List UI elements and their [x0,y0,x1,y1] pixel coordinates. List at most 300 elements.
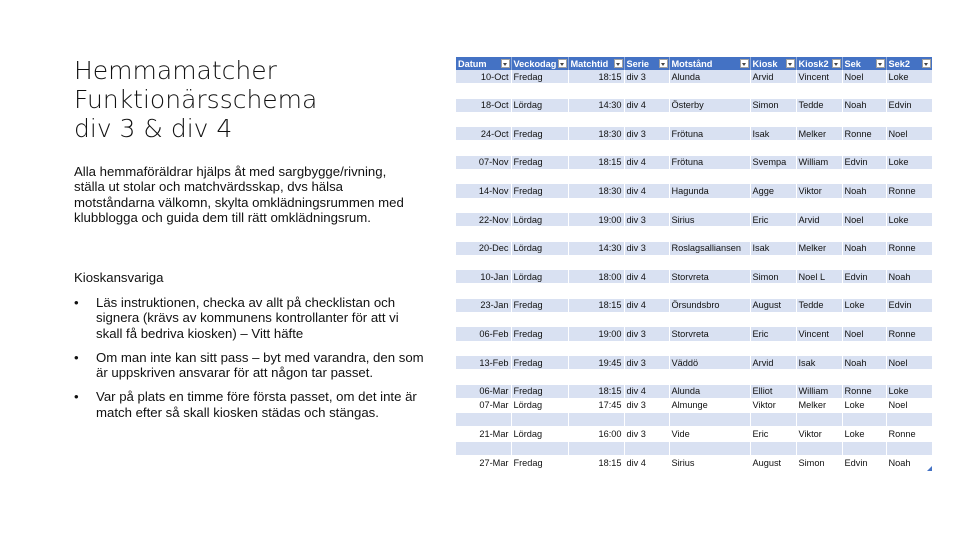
table-row [456,141,932,155]
table-cell[interactable] [750,227,796,241]
title-line: Hemmamatcher [74,56,277,85]
table-cell[interactable]: 18:15 [568,70,624,84]
table-cell[interactable] [796,441,842,455]
table-cell[interactable] [750,198,796,212]
table-cell[interactable]: 06-Mar [456,384,511,398]
table-cell[interactable] [456,170,511,184]
table-cell[interactable] [750,84,796,98]
table-cell[interactable]: 07-Nov [456,155,511,169]
table-cell[interactable] [750,170,796,184]
filter-dropdown-icon[interactable] [558,59,567,68]
table-cell[interactable]: Edvin [842,456,886,470]
table-cell[interactable]: Örsundsbro [669,298,750,312]
table-cell[interactable]: Alunda [669,70,750,84]
table-cell[interactable]: 14:30 [568,98,624,112]
table-cell[interactable]: Österby [669,98,750,112]
table-cell[interactable]: Fredag [511,355,568,369]
table-cell[interactable] [568,441,624,455]
column-header-label: Kiosk2 [798,58,829,69]
table-cell[interactable] [669,313,750,327]
table-cell[interactable]: Tedde [796,98,842,112]
table-cell[interactable]: Arvid [750,70,796,84]
table-cell[interactable]: Alunda [669,384,750,398]
table-cell[interactable]: Lördag [511,270,568,284]
table-cell[interactable] [750,141,796,155]
table-cell[interactable]: div 4 [624,456,669,470]
table-row [456,84,932,98]
table-cell[interactable] [796,313,842,327]
table-cell[interactable]: Isak [750,127,796,141]
table-cell[interactable]: Eric [750,327,796,341]
table-cell[interactable] [669,255,750,269]
table-cell[interactable] [796,112,842,126]
table-cell[interactable]: Väddö [669,355,750,369]
table-cell[interactable] [796,341,842,355]
table-cell[interactable] [886,313,932,327]
table-row [456,327,932,341]
table-cell[interactable]: Fredag [511,298,568,312]
table-cell[interactable]: Ronne [886,241,932,255]
table-cell[interactable] [796,370,842,384]
table-cell[interactable]: 18:30 [568,127,624,141]
table-row [456,70,932,84]
table-cell[interactable]: Lördag [511,398,568,412]
bullet-icon: • [74,389,79,405]
table-cell[interactable] [796,227,842,241]
table-cell[interactable]: div 4 [624,184,669,198]
table-cell[interactable]: Lördag [511,427,568,441]
table-cell[interactable] [669,112,750,126]
table-cell[interactable]: Frötuna [669,127,750,141]
table-cell[interactable] [624,284,669,298]
table-cell[interactable]: Loke [886,384,932,398]
table-cell[interactable] [886,284,932,298]
table-cell[interactable] [568,284,624,298]
table-cell[interactable]: Eric [750,427,796,441]
table-cell[interactable]: div 3 [624,427,669,441]
table-cell[interactable] [511,441,568,455]
table-cell[interactable]: Fredag [511,456,568,470]
table-cell[interactable]: 06-Feb [456,327,511,341]
table-cell[interactable] [886,413,932,427]
table-cell[interactable] [886,112,932,126]
table-cell[interactable] [886,170,932,184]
table-cell[interactable] [796,413,842,427]
table-cell[interactable] [886,227,932,241]
table-cell[interactable]: 18:00 [568,270,624,284]
table-row [456,284,932,298]
table-cell[interactable] [456,84,511,98]
table-cell[interactable] [568,255,624,269]
table-cell[interactable] [568,170,624,184]
bullet-icon: • [74,349,79,365]
table-cell[interactable]: Loke [842,427,886,441]
table-cell[interactable] [568,370,624,384]
table-cell[interactable] [511,198,568,212]
table-cell[interactable] [842,141,886,155]
table-cell[interactable] [842,112,886,126]
table-resize-handle[interactable] [927,466,932,471]
table-cell[interactable] [456,341,511,355]
table-cell[interactable] [624,227,669,241]
table-cell[interactable] [669,370,750,384]
table-cell[interactable]: William [796,384,842,398]
table-cell[interactable] [456,227,511,241]
table-cell[interactable]: 13-Feb [456,355,511,369]
table-cell[interactable]: Storvreta [669,270,750,284]
table-cell[interactable] [842,198,886,212]
table-cell[interactable] [568,227,624,241]
schedule-table [456,57,932,470]
table-cell[interactable]: 17:45 [568,398,624,412]
table-cell[interactable] [886,141,932,155]
table-cell[interactable]: Noel [886,398,932,412]
table-cell[interactable]: Svempa [750,155,796,169]
table-cell[interactable]: Fredag [511,155,568,169]
table-cell[interactable] [669,198,750,212]
table-cell[interactable] [456,141,511,155]
column-header-label: Veckodag [513,58,557,69]
table-cell[interactable] [796,170,842,184]
table-cell[interactable] [568,341,624,355]
table-cell[interactable] [456,370,511,384]
table-cell[interactable]: Loke [886,70,932,84]
table-cell[interactable]: Elliot [750,384,796,398]
table-cell[interactable] [886,198,932,212]
table-cell[interactable]: Noel [886,355,932,369]
table-cell[interactable] [568,141,624,155]
table-cell[interactable] [750,284,796,298]
table-cell[interactable] [511,313,568,327]
table-cell[interactable]: Viktor [750,398,796,412]
table-cell[interactable]: Noel [842,212,886,226]
slide-title [74,56,404,143]
table-cell[interactable] [456,198,511,212]
table-cell[interactable] [669,170,750,184]
table-cell[interactable]: Arvid [750,355,796,369]
table-row [456,413,932,427]
table-cell[interactable] [568,413,624,427]
table-cell[interactable]: Fredag [511,384,568,398]
table-cell[interactable]: div 4 [624,384,669,398]
table-cell[interactable] [511,227,568,241]
table-row [456,441,932,455]
table-cell[interactable] [511,370,568,384]
table-cell[interactable] [842,255,886,269]
table-cell[interactable]: Frötuna [669,155,750,169]
table-cell[interactable] [842,341,886,355]
table-cell[interactable]: 24-Oct [456,127,511,141]
table-cell[interactable]: 10-Jan [456,270,511,284]
table-cell[interactable]: div 3 [624,398,669,412]
bullet-text: Var på plats en timme före första passet, om det inte är match efter så skall kiosken städas och stängas. [96,389,417,420]
table-cell[interactable] [796,198,842,212]
table-cell[interactable] [624,141,669,155]
table-cell[interactable] [624,198,669,212]
table-cell[interactable]: Tedde [796,298,842,312]
table-cell[interactable] [624,341,669,355]
filter-dropdown-icon[interactable] [614,59,623,68]
table-cell[interactable]: Fredag [511,70,568,84]
table-cell[interactable]: Viktor [796,184,842,198]
table-cell[interactable] [511,413,568,427]
table-cell[interactable]: Noah [842,355,886,369]
column-header-label: Datum [458,58,487,69]
table-cell[interactable] [669,227,750,241]
table-cell[interactable] [886,370,932,384]
table-cell[interactable] [842,227,886,241]
column-header-label: Motstånd [671,58,713,69]
table-row [456,427,932,441]
table-cell[interactable] [842,441,886,455]
table-cell[interactable]: 18:15 [568,456,624,470]
table-row [456,370,932,384]
table-cell[interactable]: Edvin [842,270,886,284]
table-cell[interactable]: 19:00 [568,212,624,226]
table-cell[interactable]: div 4 [624,155,669,169]
table-cell[interactable]: Edvin [886,98,932,112]
table-row [456,170,932,184]
table-cell[interactable]: Eric [750,212,796,226]
table-cell[interactable]: Melker [796,127,842,141]
table-cell[interactable] [456,413,511,427]
table-cell[interactable]: Loke [842,298,886,312]
table-row [456,112,932,126]
table-row [456,298,932,312]
table-row [456,313,932,327]
table-cell[interactable]: Ronne [842,384,886,398]
table-cell[interactable]: Fredag [511,327,568,341]
column-header-label: Kiosk [752,58,778,69]
filter-dropdown-icon[interactable] [786,59,795,68]
bullet-item [74,389,424,420]
table-cell[interactable]: 19:00 [568,327,624,341]
table-cell[interactable]: Edvin [842,155,886,169]
table-cell[interactable] [456,284,511,298]
table-cell[interactable]: Lördag [511,241,568,255]
table-cell[interactable] [750,413,796,427]
table-cell[interactable]: Isak [750,241,796,255]
table-cell[interactable]: div 3 [624,127,669,141]
filter-dropdown-icon[interactable] [659,59,668,68]
table-cell[interactable]: 10-Oct [456,70,511,84]
bullet-item [74,295,424,341]
table-cell[interactable]: Simon [750,98,796,112]
table-cell[interactable]: Hagunda [669,184,750,198]
table-cell[interactable]: Almunge [669,398,750,412]
table-cell[interactable]: Agge [750,184,796,198]
table-cell[interactable]: Storvreta [669,327,750,341]
table-cell[interactable] [568,198,624,212]
table-cell[interactable] [750,441,796,455]
table-cell[interactable] [886,255,932,269]
column-header-label: Sek2 [888,58,910,69]
table-cell[interactable] [750,370,796,384]
table-cell[interactable]: Simon [750,270,796,284]
table-cell[interactable]: 18:15 [568,155,624,169]
table-row [456,341,932,355]
table-cell[interactable]: 16:00 [568,427,624,441]
table-cell[interactable] [624,413,669,427]
table-cell[interactable] [511,84,568,98]
table-cell[interactable] [624,84,669,98]
table-cell[interactable]: Noah [842,184,886,198]
table-row [456,227,932,241]
table-cell[interactable] [842,413,886,427]
table-cell[interactable] [624,441,669,455]
column-header-datum [456,57,511,70]
filter-dropdown-icon[interactable] [832,59,841,68]
table-cell[interactable] [750,255,796,269]
table-cell[interactable] [669,84,750,98]
table-cell[interactable] [842,170,886,184]
table-cell[interactable] [624,255,669,269]
table-cell[interactable]: Noah [842,98,886,112]
table-cell[interactable] [886,441,932,455]
table-cell[interactable] [796,255,842,269]
table-cell[interactable] [624,170,669,184]
table-cell[interactable] [842,370,886,384]
table-cell[interactable] [842,84,886,98]
table-cell[interactable]: 07-Mar [456,398,511,412]
column-header-kiosk [750,57,796,70]
table-cell[interactable]: Vincent [796,70,842,84]
kiosk-heading: Kioskansvariga [74,270,164,285]
table-cell[interactable] [842,284,886,298]
table-cell[interactable] [456,255,511,269]
table-cell[interactable] [750,112,796,126]
table-cell[interactable]: Roslagsalliansen [669,241,750,255]
table-cell[interactable] [796,284,842,298]
table-cell[interactable]: Edvin [886,298,932,312]
table-cell[interactable] [456,112,511,126]
table-cell[interactable]: Ronne [886,327,932,341]
table-cell[interactable]: 18-Oct [456,98,511,112]
table-cell[interactable] [511,255,568,269]
table-cell[interactable]: Sirius [669,456,750,470]
table-cell[interactable] [796,141,842,155]
table-cell[interactable]: Loke [886,155,932,169]
filter-dropdown-icon[interactable] [501,59,510,68]
table-cell[interactable] [669,441,750,455]
table-cell[interactable]: William [796,155,842,169]
table-cell[interactable] [568,313,624,327]
table-cell[interactable]: 23-Jan [456,298,511,312]
table-cell[interactable] [568,112,624,126]
table-cell[interactable]: Noah [842,241,886,255]
table-cell[interactable]: 18:15 [568,298,624,312]
table-cell[interactable]: Melker [796,398,842,412]
table-cell[interactable]: div 3 [624,70,669,84]
table-cell[interactable] [669,341,750,355]
table-cell[interactable] [669,141,750,155]
table-cell[interactable] [796,84,842,98]
table-cell[interactable] [669,284,750,298]
table-cell[interactable]: Ronne [886,184,932,198]
table-cell[interactable] [456,313,511,327]
table-cell[interactable]: Ronne [886,427,932,441]
table-cell[interactable] [511,112,568,126]
table-cell[interactable]: div 4 [624,270,669,284]
filter-dropdown-icon[interactable] [876,59,885,68]
intro-paragraph: Alla hemmaföräldrar hjälps åt med sargbygge/rivning, ställa ut stolar och matchvärdsskap, dvs hälsa motståndarna välkomn, skylta omklädningsrummen med klubblogga och guida dem till rätt omklädningsrum. [74,164,404,225]
table-cell[interactable]: div 4 [624,298,669,312]
table-cell[interactable]: 20-Dec [456,241,511,255]
table-cell[interactable] [750,341,796,355]
table-cell[interactable]: Lördag [511,212,568,226]
table-cell[interactable]: Lördag [511,98,568,112]
table-cell[interactable] [511,284,568,298]
table-cell[interactable] [456,441,511,455]
table-cell[interactable]: Vincent [796,327,842,341]
table-cell[interactable]: Noel [886,127,932,141]
filter-dropdown-icon[interactable] [922,59,931,68]
table-cell[interactable] [624,370,669,384]
table-cell[interactable]: Viktor [796,427,842,441]
table-cell[interactable]: 27-Mar [456,456,511,470]
table-row [456,241,932,255]
table-cell[interactable] [886,341,932,355]
table-cell[interactable] [842,313,886,327]
table-cell[interactable]: Sirius [669,212,750,226]
table-cell[interactable]: Simon [796,456,842,470]
table-cell[interactable]: August [750,298,796,312]
table-cell[interactable]: Loke [886,212,932,226]
table-cell[interactable]: Melker [796,241,842,255]
table-cell[interactable]: Noel L [796,270,842,284]
table-cell[interactable]: 14:30 [568,241,624,255]
table-cell[interactable]: Vide [669,427,750,441]
table-cell[interactable] [886,84,932,98]
filter-dropdown-icon[interactable] [740,59,749,68]
title-line: div 3 & div 4 [74,114,233,143]
table-cell[interactable]: div 3 [624,241,669,255]
table-row [456,384,932,398]
table-cell[interactable]: 22-Nov [456,212,511,226]
table-cell[interactable] [624,313,669,327]
table-cell[interactable]: 14-Nov [456,184,511,198]
table-cell[interactable]: Isak [796,355,842,369]
table-cell[interactable]: div 3 [624,327,669,341]
kiosk-bullet-list [74,295,424,429]
table-cell[interactable]: Noah [886,270,932,284]
table-cell[interactable]: Ronne [842,127,886,141]
table-cell[interactable] [511,141,568,155]
table-cell[interactable]: Noel [842,70,886,84]
bullet-item [74,350,424,381]
table-cell[interactable]: Loke [842,398,886,412]
table-cell[interactable]: 18:30 [568,184,624,198]
table-cell[interactable]: Arvid [796,212,842,226]
table-cell[interactable] [511,170,568,184]
table-cell[interactable] [511,341,568,355]
table-cell[interactable]: div 3 [624,355,669,369]
table-cell[interactable] [624,112,669,126]
table-cell[interactable]: div 3 [624,212,669,226]
table-cell[interactable]: Noel [842,327,886,341]
table-cell[interactable]: Noah [886,456,932,470]
table-cell[interactable] [568,84,624,98]
table-cell[interactable] [669,413,750,427]
table-cell[interactable]: div 4 [624,98,669,112]
table-cell[interactable]: August [750,456,796,470]
table-cell[interactable]: 21-Mar [456,427,511,441]
table-cell[interactable]: 19:45 [568,355,624,369]
table-cell[interactable]: Fredag [511,127,568,141]
table-cell[interactable] [750,313,796,327]
table-cell[interactable]: Fredag [511,184,568,198]
table-cell[interactable]: 18:15 [568,384,624,398]
